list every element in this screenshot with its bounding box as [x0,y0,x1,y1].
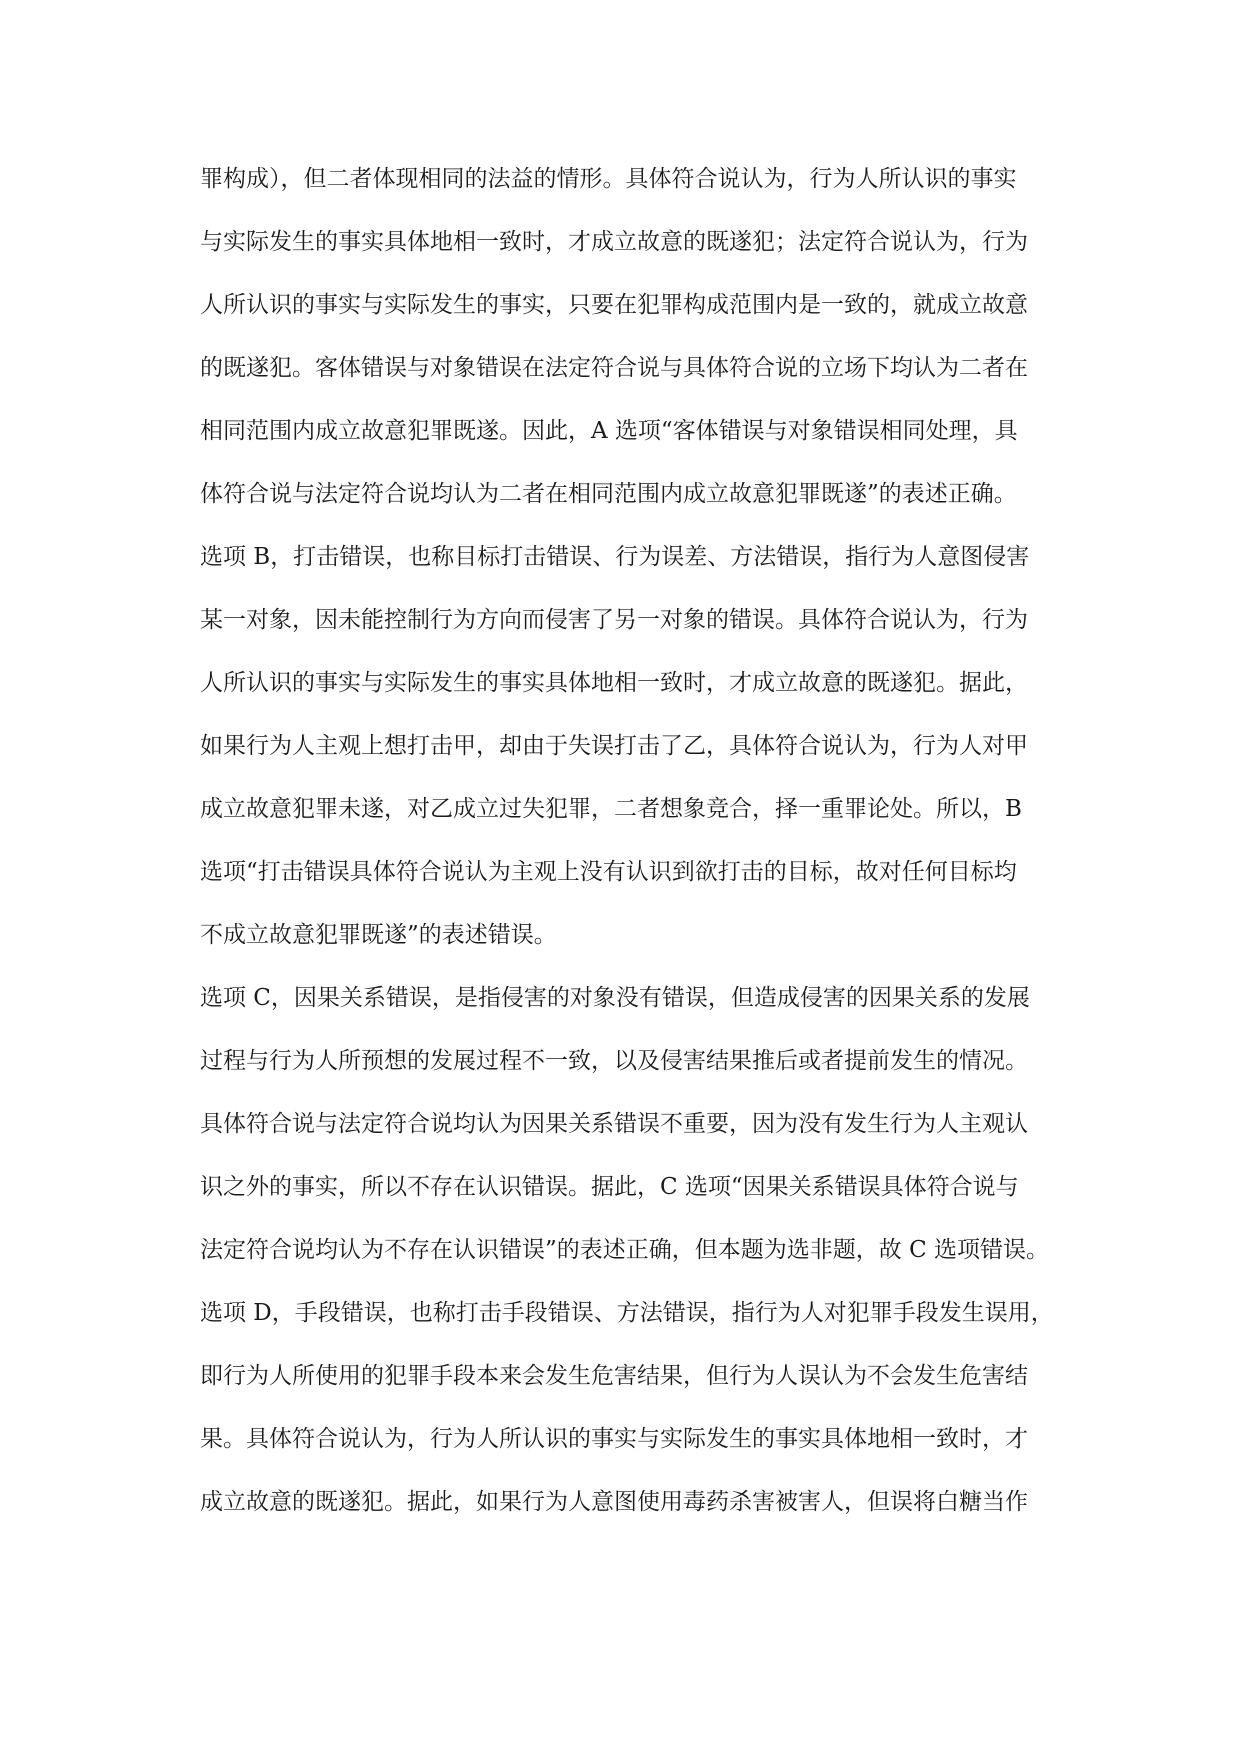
text-line: 成立故意的既遂犯。据此，如果行为人意图使用毒药杀害被害人，但误将白糖当作 [200,1489,1028,1515]
text-line: 选项 B，打击错误，也称目标打击错误、行为误差、方法错误，指行为人意图侵害 [200,544,1030,570]
text-line: 的既遂犯。客体错误与对象错误在法定符合说与具体符合说的立场下均认为二者在 [200,355,1028,381]
text-line: 罪构成），但二者体现相同的法益的情形。具体符合说认为，行为人所认识的事实 [200,166,1017,192]
body-text [200,148,1100,1534]
text-line: 即行为人所使用的犯罪手段本来会发生危害结果，但行为人误认为不会发生危害结 [200,1363,1028,1389]
text-line: 人所认识的事实与实际发生的事实具体地相一致时，才成立故意的既遂犯。据此， [200,670,1028,696]
text-line: 果。具体符合说认为，行为人所认识的事实与实际发生的事实具体地相一致时，才 [200,1426,1028,1452]
text-line: 选项 D，手段错误，也称打击手段错误、方法错误，指行为人对犯罪手段发生误用， [200,1300,1054,1326]
text-line: 某一对象，因未能控制行为方向而侵害了另一对象的错误。具体符合说认为，行为 [200,607,1028,633]
text-line: 成立故意犯罪未遂，对乙成立过失犯罪，二者想象竞合，择一重罪论处。所以，B [200,796,1022,822]
paragraph-option-d [200,1282,1100,1534]
text-line: 法定符合说均认为不存在认识错误”的表述正确，但本题为选非题，故 C 选项错误。 [200,1237,1049,1263]
text-line: 如果行为人主观上想打击甲，却由于失误打击了乙，具体符合说认为，行为人对甲 [200,733,1028,759]
paragraph-object-error [200,148,1100,526]
text-line: 相同范围内成立故意犯罪既遂。因此，A 选项“客体错误与对象错误相同处理，具 [200,418,1018,444]
text-line: 识之外的事实，所以不存在认识错误。据此，C 选项“因果关系错误具体符合说与 [200,1174,1019,1200]
paragraph-option-c [200,967,1100,1282]
text-line: 过程与行为人所预想的发展过程不一致，以及侵害结果推后或者提前发生的情况。 [200,1048,1028,1074]
text-line: 人所认识的事实与实际发生的事实，只要在犯罪构成范围内是一致的，就成立故意 [200,292,1028,318]
text-line: 选项 C，因果关系错误，是指侵害的对象没有错误，但造成侵害的因果关系的发展 [200,985,1030,1011]
text-line: 具体符合说与法定符合说均认为因果关系错误不重要，因为没有发生行为人主观认 [200,1111,1028,1137]
text-line: 选项“打击错误具体符合说认为主观上没有认识到欲打击的目标，故对任何目标均 [200,859,1017,885]
paragraph-option-b [200,526,1100,967]
text-line: 体符合说与法定符合说均认为二者在相同范围内成立故意犯罪既遂”的表述正确。 [200,481,1017,507]
text-line: 与实际发生的事实具体地相一致时，才成立故意的既遂犯；法定符合说认为，行为 [200,229,1028,255]
text-line: 不成立故意犯罪既遂”的表述错误。 [200,922,557,948]
